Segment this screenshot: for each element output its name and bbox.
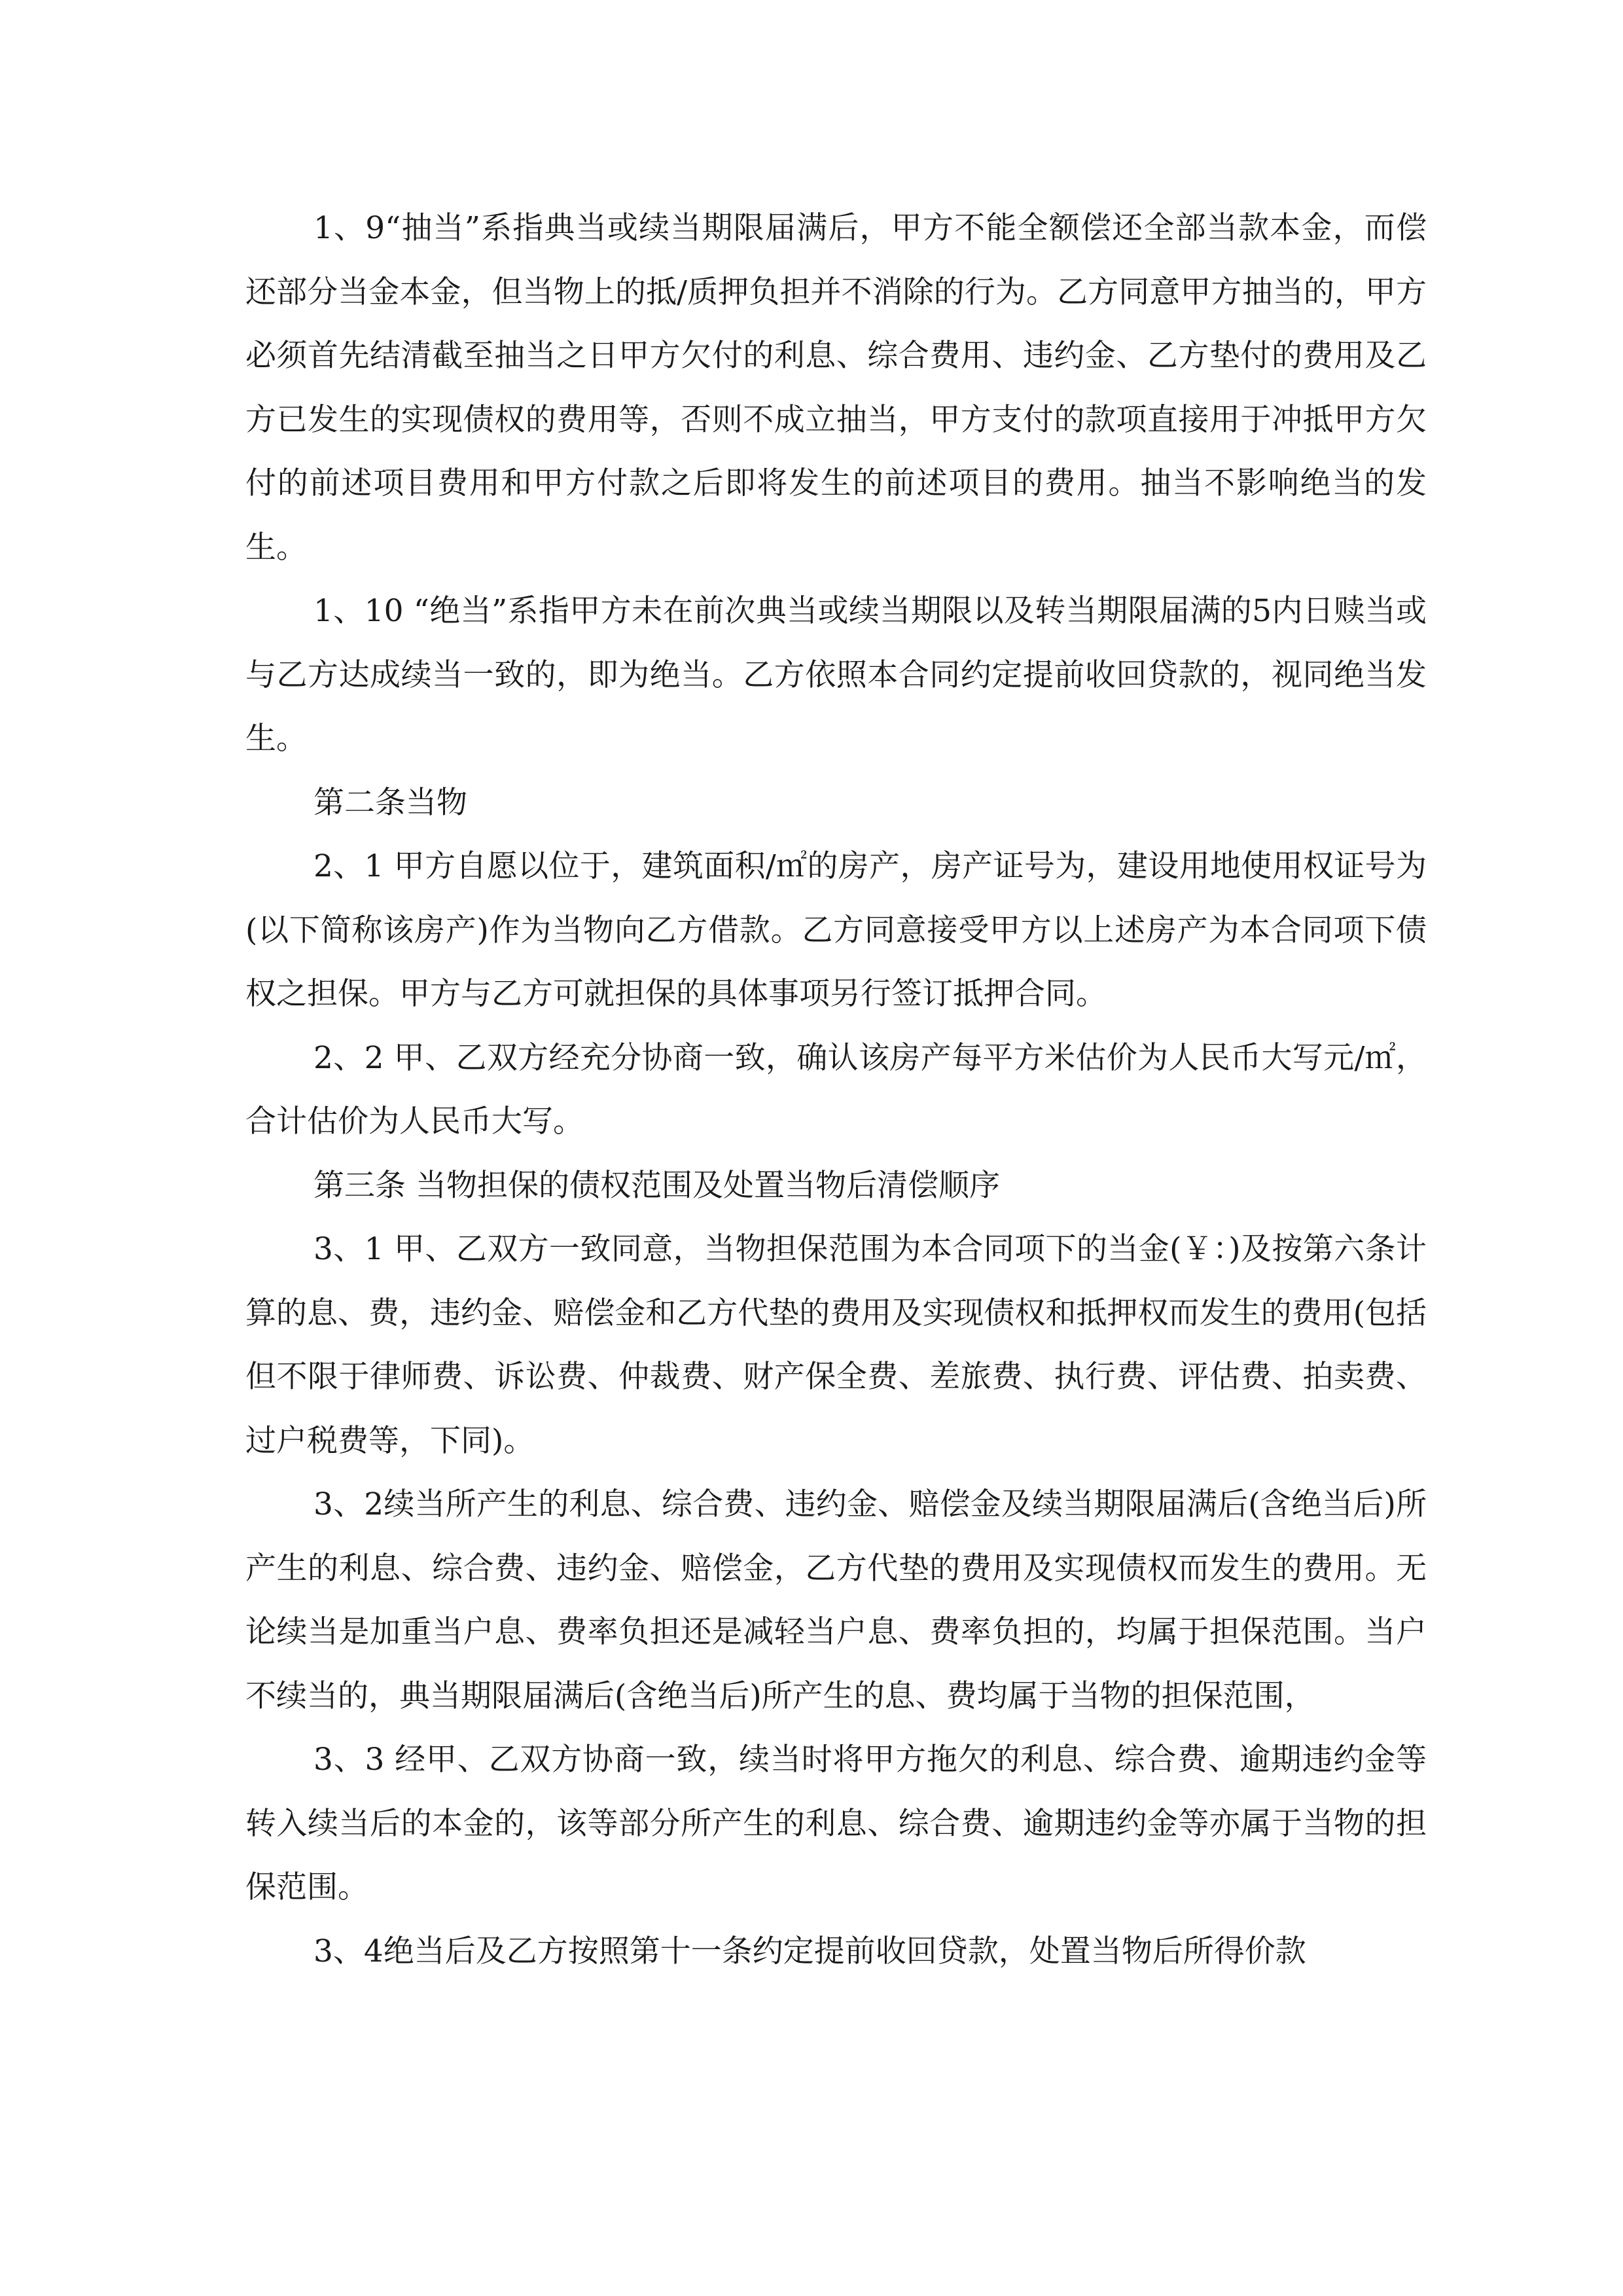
paragraph-3-4: 3、4绝当后及乙方按照第十一条约定提前收回贷款，处置当物后所得价款 [313, 1933, 1306, 1969]
paragraph-3-1: 3、1 甲、乙双方一致同意，当物担保范围为本合同项下的当金(￥：)及按第六条计算的息、费，违约金、赔偿金和乙方代垫的费用及实现债权和抵押权而发生的费用(包括但不限于律师费、诉讼费、仲裁费、财产保全费、差旅费、执行费、评估费、拍卖费、过户税费等，下同)。 [245, 1231, 1427, 1459]
paragraph-1-9: 1、9“抽当”系指典当或续当期限届满后，甲方不能全额偿还全部当款本金，而偿还部分当金本金，但当物上的抵/质押负担并不消除的行为。乙方同意甲方抽当的，甲方必须首先结清截至抽当之日甲方欠付的利息、综合费用、违约金、乙方垫付的费用及乙方已发生的实现债权的费用等，否则不成立抽当，甲方支付的款项直接用于冲抵甲方欠付的前述项目费用和甲方付款之后即将发生的前述项目的费用。抽当不影响绝当的发生。 [245, 210, 1427, 565]
paragraph-3-3: 3、3 经甲、乙双方协商一致，续当时将甲方拖欠的利息、综合费、逾期违约金等转入续当后的本金的，该等部分所产生的利息、综合费、逾期违约金等亦属于当物的担保范围。 [245, 1742, 1427, 1905]
section-heading-article-2: 第二条当物 [313, 784, 467, 821]
paragraph-3-2: 3、2续当所产生的利息、综合费、违约金、赔偿金及续当期限届满后(含绝当后)所产生的利息、综合费、违约金、赔偿金，乙方代垫的费用及实现债权而发生的费用。无论续当是加重当户息、费率负担还是减轻当户息、费率负担的，均属于担保范围。当户不续当的，典当期限届满后(含绝当后)所产生的息、费均属于当物的担保范围， [245, 1486, 1427, 1714]
section-heading-article-3: 第三条 当物担保的债权范围及处置当物后清偿顺序 [313, 1167, 1000, 1204]
paragraph-2-1: 2、1 甲方自愿以位于，建筑面积/㎡的房产，房产证号为，建设用地使用权证号为(以下简称该房产)作为当物向乙方借款。乙方同意接受甲方以上述房产为本合同项下债权之担保。甲方与乙方可就担保的具体事项另行签订抵押合同。 [245, 848, 1427, 1012]
paragraph-2-2: 2、2 甲、乙双方经充分协商一致，确认该房产每平方米估价为人民币大写元/㎡，合计估价为人民币大写。 [245, 1039, 1427, 1139]
paragraph-1-10: 1、10 “绝当”系指甲方未在前次典当或续当期限以及转当期限届满的5内日赎当或与乙方达成续当一致的，即为绝当。乙方依照本合同约定提前收回贷款的，视同绝当发生。 [245, 593, 1427, 757]
